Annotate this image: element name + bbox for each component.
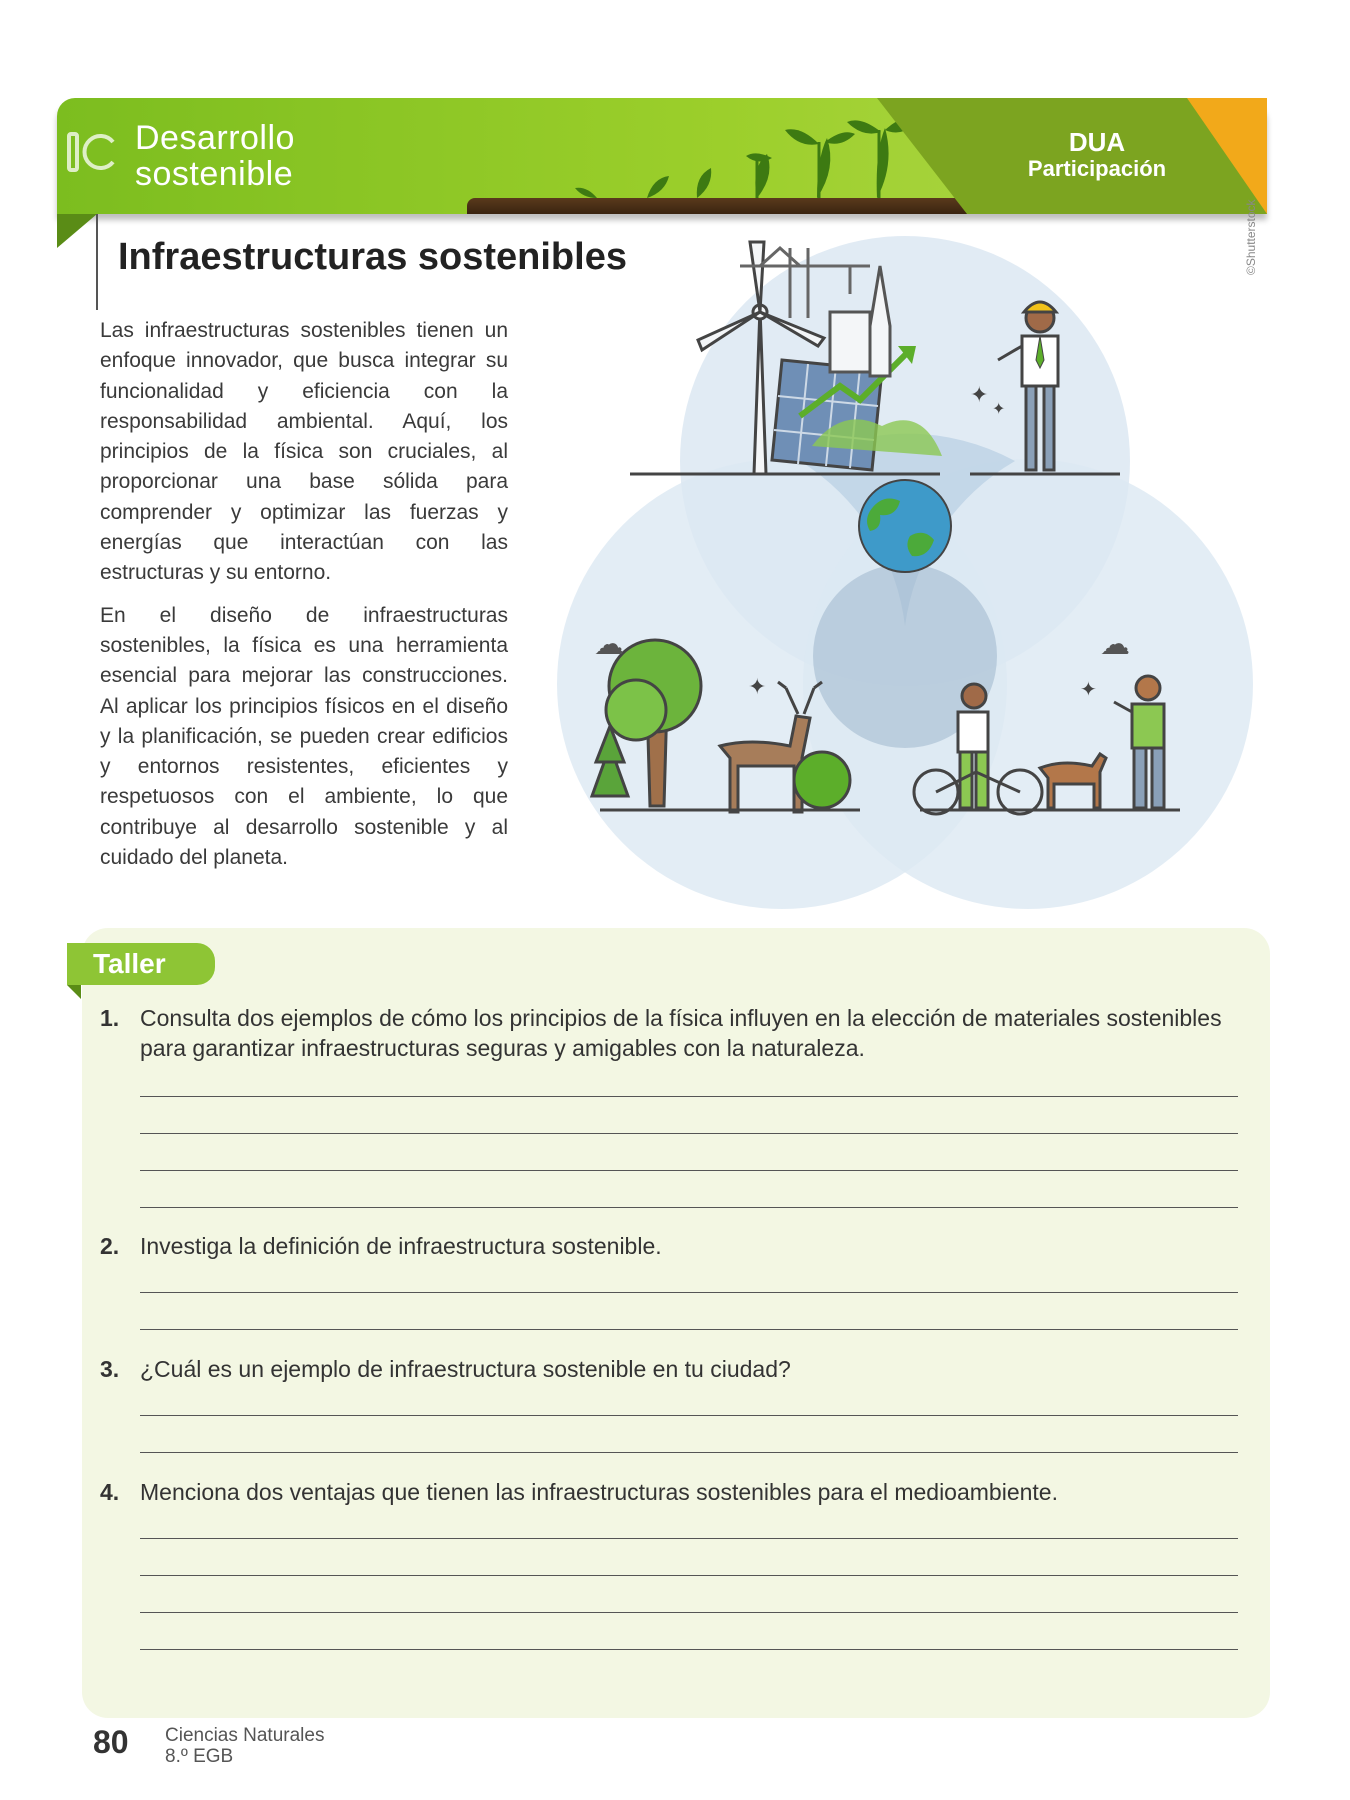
banner-title-line2: sostenible — [135, 155, 294, 193]
question-text: Consulta dos ejemplos de cómo los principios de la física influyen en la elección de materiales sostenibles para garantizar infraestructuras seguras y amigables con la naturaleza. — [140, 1005, 1222, 1061]
globe-icon — [859, 480, 951, 572]
answer-line[interactable] — [140, 1292, 1238, 1293]
answer-line[interactable] — [140, 1415, 1238, 1416]
question-number: 3. — [100, 1356, 120, 1382]
paragraph-1: Las infraestructuras sostenibles tienen un enfoque innovador, que busca integrar su funcionalidad y eficiencia con la responsabilidad ambiental. Aquí, los principios de la física son cruciales, al proporcionar una base sólida para comprender y optimizar las fuerzas y energías que interactúan con las estructuras y su entorno. — [100, 319, 508, 585]
bush-icon — [794, 752, 850, 808]
question-number: 4. — [100, 1479, 120, 1505]
workshop-label-fold — [67, 985, 81, 999]
section-banner — [57, 98, 1267, 214]
banner-fold — [57, 214, 97, 248]
question-4 — [100, 1477, 1250, 1507]
answer-line[interactable] — [140, 1538, 1238, 1539]
answer-line[interactable] — [140, 1329, 1238, 1330]
sustainability-venn-illustration — [560, 236, 1260, 916]
title-rule — [96, 214, 98, 310]
question-text: Investiga la definición de infraestructura sostenible. — [140, 1233, 662, 1259]
answer-line[interactable] — [140, 1170, 1238, 1171]
image-credit: ©Shutterstock — [1244, 199, 1258, 275]
answer-line[interactable] — [140, 1452, 1238, 1453]
question-3 — [100, 1354, 1250, 1384]
svg-text:✦: ✦ — [970, 383, 989, 408]
solar-panel-icon — [772, 360, 882, 470]
cloud-icon: ☁ — [594, 627, 624, 662]
question-number: 2. — [100, 1233, 120, 1259]
svg-text:✦: ✦ — [1080, 677, 1097, 701]
workshop-label: Taller — [67, 943, 215, 985]
question-number: 1. — [100, 1005, 120, 1031]
logo-text: IC — [125, 128, 126, 129]
svg-text:✦: ✦ — [992, 399, 1006, 418]
footer-grade: 8.º EGB — [165, 1746, 234, 1767]
question-2 — [100, 1231, 1250, 1261]
question-text: Menciona dos ventajas que tienen las infraestructuras sostenibles para el medioambiente. — [140, 1479, 1058, 1505]
dua-subtitle: Participación — [1027, 156, 1167, 181]
svg-text:✦: ✦ — [748, 675, 767, 700]
soil-strip — [467, 198, 1027, 214]
svg-text:☁: ☁ — [1100, 627, 1130, 662]
answer-line[interactable] — [140, 1612, 1238, 1613]
answer-line[interactable] — [140, 1575, 1238, 1576]
answer-line[interactable] — [140, 1096, 1238, 1097]
dua-title: DUA — [1068, 127, 1126, 157]
page-number: 80 — [93, 1724, 129, 1760]
answer-line[interactable] — [140, 1133, 1238, 1134]
footer-subject: Ciencias Naturales — [165, 1725, 325, 1746]
banner-title-line1: Desarrollo — [135, 119, 295, 157]
answer-line[interactable] — [140, 1207, 1238, 1208]
question-text: ¿Cuál es un ejemplo de infraestructura sostenible en tu ciudad? — [140, 1356, 791, 1382]
question-1 — [100, 1003, 1250, 1063]
section-title: Infraestructuras sostenibles — [118, 236, 627, 278]
body-text — [100, 316, 508, 885]
banner-title — [135, 120, 295, 192]
answer-line[interactable] — [140, 1649, 1238, 1650]
ic-logo-icon — [65, 128, 126, 176]
paragraph-2: En el diseño de infraestructuras sostenibles, la física es una herramienta esencial para mejorar las construcciones. Al aplicar los principios físicos en el diseño y la planificación, se pueden crear edificios y entornos resistentes, eficientes y respetuosos con el ambiente, lo que contribuye al desarrollo sostenible y al cuidado del planeta. — [100, 603, 508, 870]
dua-badge — [1017, 128, 1177, 182]
